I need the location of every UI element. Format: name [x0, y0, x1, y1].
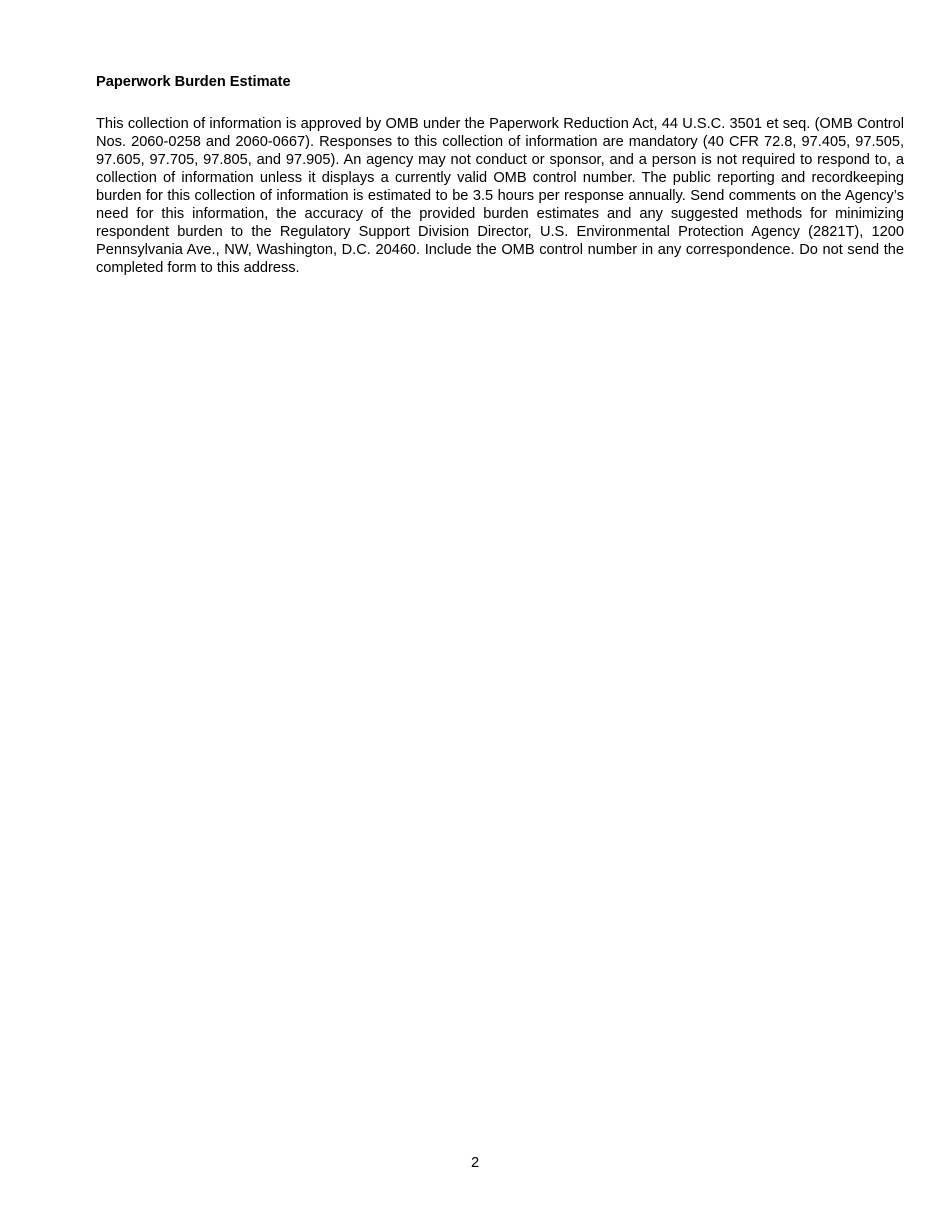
section-heading: Paperwork Burden Estimate [96, 74, 291, 90]
burden-statement-paragraph: This collection of information is approved by OMB under the Paperwork Reduction Act, 44 U.S.C. 3501 et seq. (OMB Control Nos. 2060-0258 and 2060-0667). Responses to this collection of information are mandatory (40 CFR 72.8, 97.405, 97.505, 97.605, 97.705, 97.805, and 97.905). An agency may not conduct or sponsor, and a person is not required to respond to, a collection of information unless it displays a currently valid OMB control number. The public reporting and recordkeeping burden for this collection of information is estimated to be 3.5 hours per response annually. Send comments on the Agency’s need for this information, the accuracy of the provided burden estimates and any suggested methods for minimizing respondent burden to the Regulatory Support Division Director, U.S. Environmental Protection Agency (2821T), 1200 Pennsylvania Ave., NW, Washington, D.C. 20460. Include the OMB control number in any correspondence. Do not send the completed form to this address. [96, 116, 904, 276]
page-number: 2 [470, 1155, 480, 1171]
